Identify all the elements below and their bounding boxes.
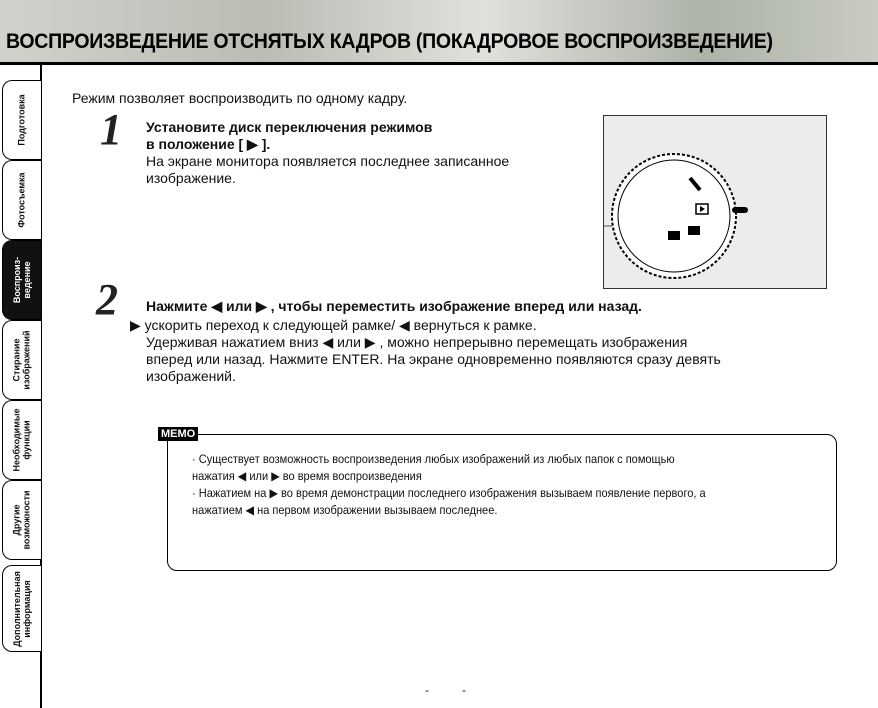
tab-playback[interactable] <box>2 240 41 320</box>
step1-heading: Установите диск переключения режимов <box>146 119 433 135</box>
tab-label: Необходимые функции <box>12 408 32 472</box>
page-title: ВОСПРОИЗВЕДЕНИЕ ОТСНЯТЫХ КАДРОВ (ПОКАДРОВОЕ ВОСПРОИЗВЕДЕНИЕ) <box>6 30 773 53</box>
mode-dial-icon <box>604 116 826 288</box>
step2-text: Удерживая нажатием вниз ◀ или ▶ , можно непрерывно перемещать изображения <box>146 334 688 350</box>
tab-label: Другие возможности <box>12 490 33 550</box>
step-number: 2 <box>96 275 118 324</box>
step1-text: На экране монитора появляется последнее записанное <box>146 153 510 169</box>
step2-text: изображений. <box>146 368 236 384</box>
memo-text: нажатием ◀ на первом изображении вызываем последнее. <box>192 503 498 517</box>
divider <box>0 62 878 65</box>
step1-text: изображение. <box>146 170 236 186</box>
tab-other[interactable] <box>2 480 41 560</box>
tab-erasing[interactable] <box>2 320 41 400</box>
tab-label: Фотосъемка <box>17 172 27 228</box>
mode-dial-image <box>603 115 827 289</box>
memo-text: нажатия ◀ или ▶ во время воспроизведения <box>192 469 422 483</box>
tab-label: Воспроиз- ведение <box>12 256 33 304</box>
tab-shooting[interactable] <box>2 160 41 240</box>
memo-label: MEMO <box>158 427 198 441</box>
tab-preparation[interactable] <box>2 80 41 160</box>
step2-heading: Нажмите ◀ или ▶ , чтобы переместить изображение вперед или назад. <box>146 298 642 314</box>
step2-text: ▶ ускорить переход к следующей рамке/ ◀ вернуться к рамке. <box>130 317 537 333</box>
step-number: 1 <box>100 105 122 154</box>
step1-heading: в положение [ ▶ ]. <box>146 136 271 152</box>
page-number: - <box>425 683 429 697</box>
tab-functions[interactable] <box>2 400 41 480</box>
page-number: - <box>462 683 466 697</box>
tab-label: Подготовка <box>17 94 28 146</box>
tab-label: Дополнительная информация <box>12 570 32 647</box>
memo-text: · Нажатием на ▶ во время демонстрации последнего изображения вызываем появление первого, а <box>192 486 706 500</box>
tab-additional[interactable] <box>2 565 41 652</box>
intro-text: Режим позволяет воспроизводить по одному кадру. <box>72 90 408 106</box>
memo-text: · Существует возможность воспроизведения любых изображений из любых папок с помощью <box>192 452 675 466</box>
tab-label: Стирание изображений <box>12 330 32 390</box>
step2-text: вперед или назад. Нажмите ENTER. На экране одновременно появляются сразу девять <box>146 351 721 367</box>
